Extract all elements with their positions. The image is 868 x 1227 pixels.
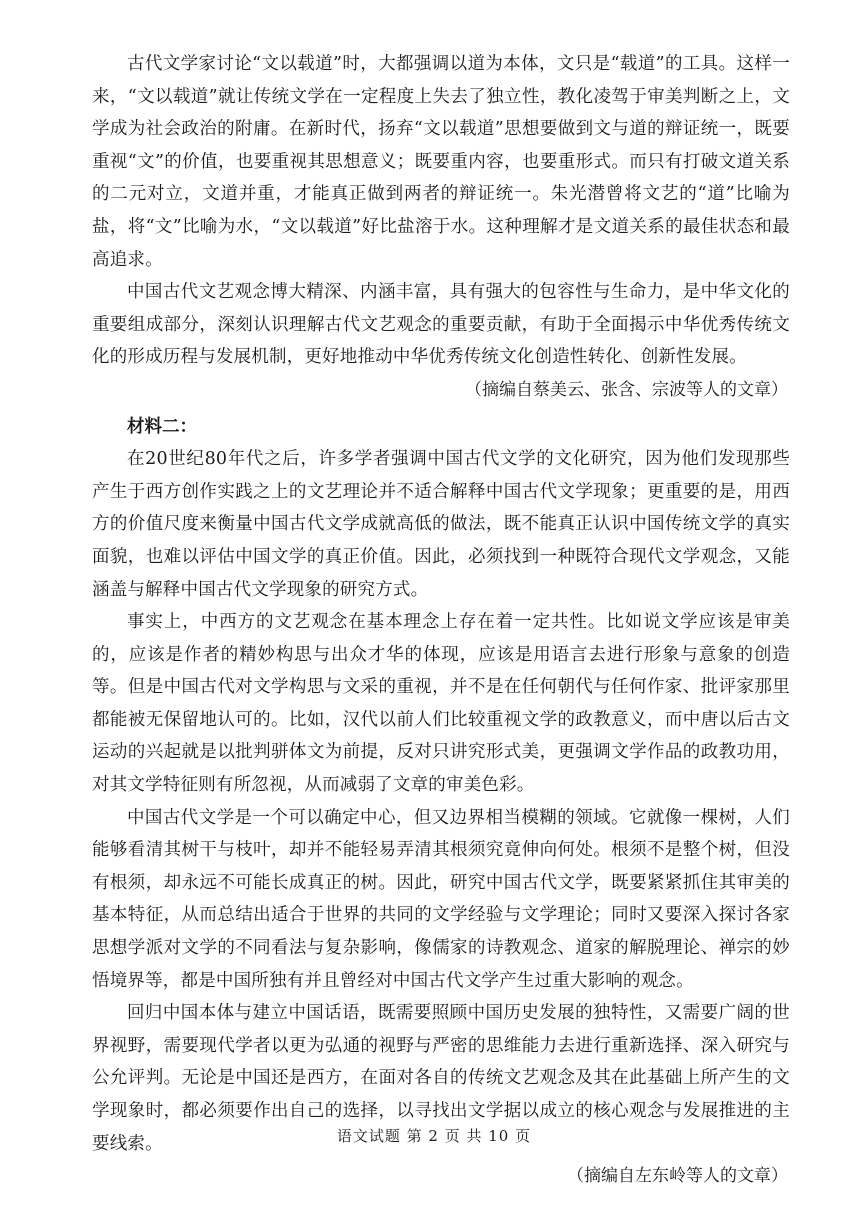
paragraph-chinese-discourse: 回归中国本体与建立中国话语，既需要照顾中国历史发展的独特性，又需要广阔的世界视野，需要现代学者以更为弘通的视野与严密的思维能力去进行重新选择、深入研究与公允评判。无论是中国还是西方，在面对各自的传统文艺观念及其在此基础上所产生的文学现象时，都必须要作出自己的选择，以寻找出文学据以成立的核心观念与发展推进的主要线索。 bbox=[92, 1003, 790, 1154]
source-citation-one: （摘编自蔡美云、张含、宗波等人的文章） bbox=[465, 379, 788, 400]
page-footer: 语文试题 第 2 页 共 10 页 bbox=[336, 1127, 532, 1145]
paragraph-wenyizaidao: 古代文学家讨论“文以载道”时，大都强调以道为本体，文只是“载道”的工具。这样一来，“文以载道”就让传统文学在一定程度上失去了独立性，教化凌驾于审美判断之上，文学成为社会政治的附庸。在新时代，扬弃“文以载道”思想要做到文与道的辩证统一，既要重视“文”的价值，也要重视其思想意义；既要重内容，也要重形式。而只有打破文道关系的二元对立，文道并重，才能真正做到两者的辩证统一。朱光潜曾将文艺的“道”比喻为盐，将“文”比喻为水，“文以载道”好比盐溶于水。这种理解才是文道关系的最佳状态和最高追求。 bbox=[92, 54, 790, 270]
source-citation-two: （摘编自左东岭等人的文章） bbox=[567, 1166, 788, 1187]
exam-page-body bbox=[92, 48, 790, 1193]
paragraph-cultural-research: 在20世纪80年代之后，许多学者强调中国古代文学的文化研究，因为他们发现那些产生于西方创作实践之上的文艺理论并不适合解释中国古代文学现象；更重要的是，用西方的价值尺度来衡量中国古代文学成就高低的做法，既不能真正认识中国传统文学的真实面貌，也难以评估中国文学的真正价值。因此，必须找到一种既符合现代文学观念，又能涵盖与解释中国古代文学现象的研究方式。 bbox=[92, 449, 790, 600]
paragraph-common-ground: 事实上，中西方的文艺观念在基本理念上存在着一定共性。比如说文学应该是审美的，应该是作者的精妙构思与出众才华的体现，应该是用语言去进行形象与意象的创造等。但是中国古代对文学构思与文采的重视，并不是在任何朝代与任何作家、批评家那里都能被无保留地认可的。比如，汉代以前人们比较重视文学的政教意义，而中唐以后古文运动的兴起就是以批判骈体文为前提，反对只讲究形式美，更强调文学作品的政教功用，对其文学特征则有所忽视，从而减弱了文章的审美色彩。 bbox=[92, 612, 790, 796]
material-two-heading: 材料二： bbox=[127, 416, 197, 437]
paragraph-ancient-literary-concepts: 中国古代文艺观念博大精深、内涵丰富，具有强大的包容性与生命力，是中华文化的重要组成部分，深刻认识理解古代文艺观念的重要贡献，有助于全面揭示中华优秀传统文化的形成历程与发展机制，更好地推动中华优秀传统文化创造性转化、创新性发展。 bbox=[92, 282, 790, 368]
paragraph-tree-metaphor: 中国古代文学是一个可以确定中心，但又边界相当模糊的领域。它就像一棵树，人们能够看清其树干与枝叶，却并不能轻易弄清其根须究竟伸向何处。根须不是整个树，但没有根须，却永远不可能长成真正的树。因此，研究中国古代文学，既要紧紧抓住其审美的基本特征，从而总结出适合于世界的共同的文学经验与文学理论；同时又要深入探讨各家思想学派对文学的不同看法与复杂影响，像儒家的诗教观念、道家的解脱理论、禅宗的妙悟境界等，都是中国所独有并且曾经对中国古代文学产生过重大影响的观念。 bbox=[92, 807, 790, 991]
